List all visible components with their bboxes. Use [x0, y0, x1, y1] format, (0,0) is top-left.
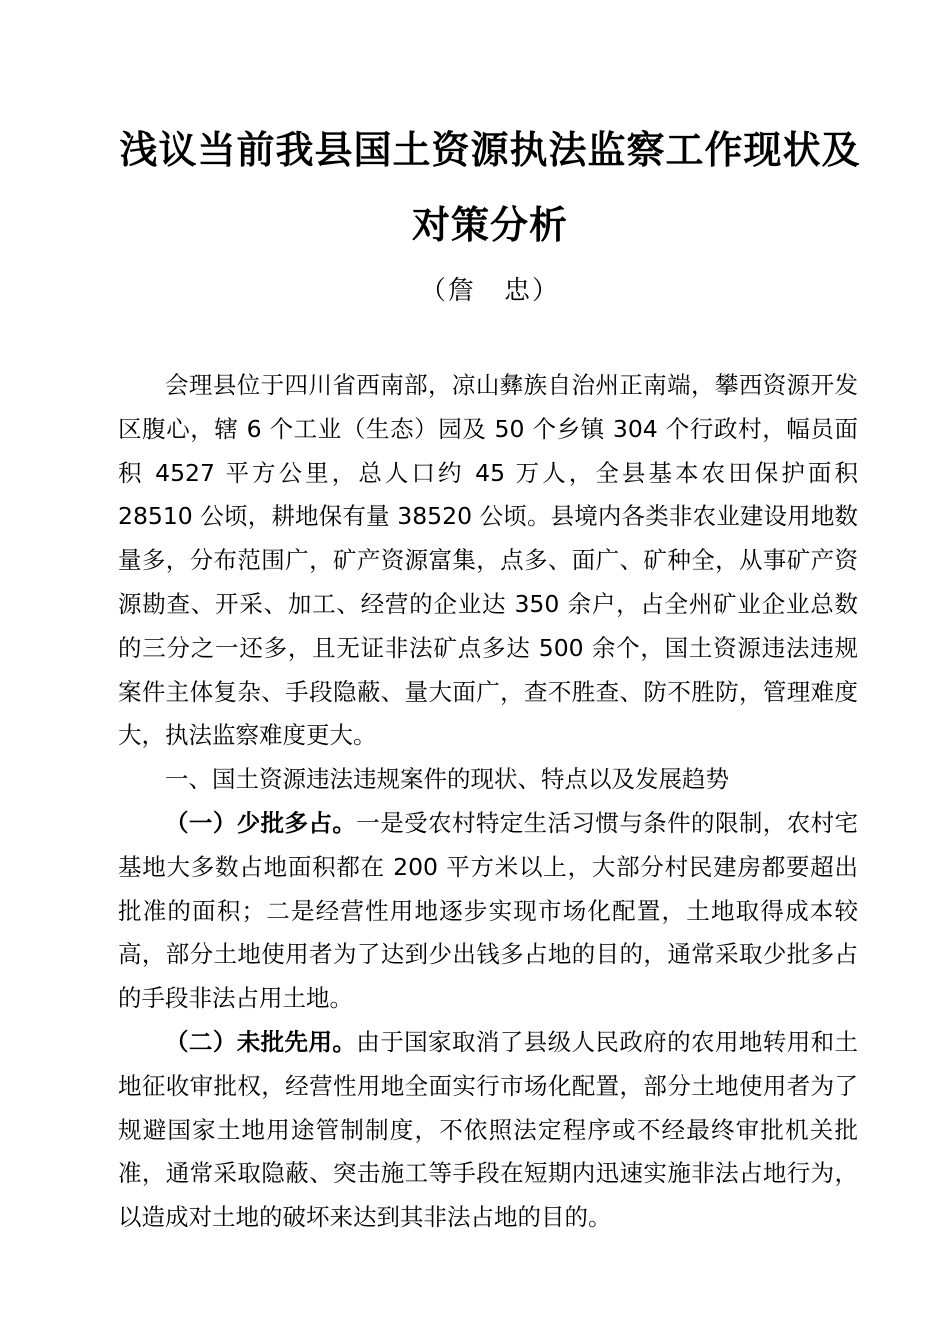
paragraph-text: 由于国家取消了县级人民政府的农用地转用和土地征收审批权，经营性用地全面实行市场化配置，部分土地使用者为了规避国家土地用途管制制度，不依照法定程序或不经最终审批机关批准，通常采取隐蔽、突击施工等手段在短期内迅速实施非法占地行为，以造成对土地的破坏来达到其非法占地的目的。 — [118, 1027, 859, 1232]
document-author: （詹 忠） — [419, 276, 560, 306]
section-heading-1 — [118, 758, 858, 802]
paragraph-subsection-1 — [118, 802, 858, 1021]
document-body — [118, 364, 858, 1240]
paragraph-subsection-2 — [118, 1021, 858, 1240]
paragraph-text: 一是受农村特定生活习惯与条件的限制，农村宅基地大多数占地面积都在 200 平方米以上，大部分村民建房都要超出批准的面积；二是经营性用地逐步实现市场化配置，土地取得成本较高，部分土地使用者为了达到少出钱多占地的目的，通常采取少批多占的手段非法占用土地。 — [118, 808, 859, 1013]
document-title-line1: 浅议当前我县国土资源执法监察工作现状及 — [119, 127, 861, 172]
subsection-lead: （一）少批多占。 — [165, 808, 357, 837]
paragraph-text: 会理县位于四川省西南部，凉山彝族自治州正南端，攀西资源开发区腹心，辖 6 个工业（生态）园及 50 个乡镇 304 个行政村，幅员面积 4527 平方公里，总人口约 45 万人，全县基本农田保护面积 28510 公顷，耕地保有量 38520 公顷。县境内各类非农业建设用地数量多，分布范围广，矿产资源富集，点多、面广、矿种全，从事矿产资源勘查、开采、加工、经营的企业达 350 余户，占全州矿业企业总数的三分之一还多，且无证非法矿点多达 500 余个，国土资源违法违规案件主体复杂、手段隐蔽、量大面广，查不胜查、防不胜防，管理难度大，执法监察难度更大。 — [118, 371, 858, 750]
paragraph-text: 一、国土资源违法违规案件的现状、特点以及发展趋势 — [165, 765, 729, 794]
document-title-line2: 对策分析 — [411, 202, 568, 247]
paragraph-intro — [118, 364, 858, 758]
subsection-lead: （二）未批先用。 — [165, 1027, 357, 1056]
